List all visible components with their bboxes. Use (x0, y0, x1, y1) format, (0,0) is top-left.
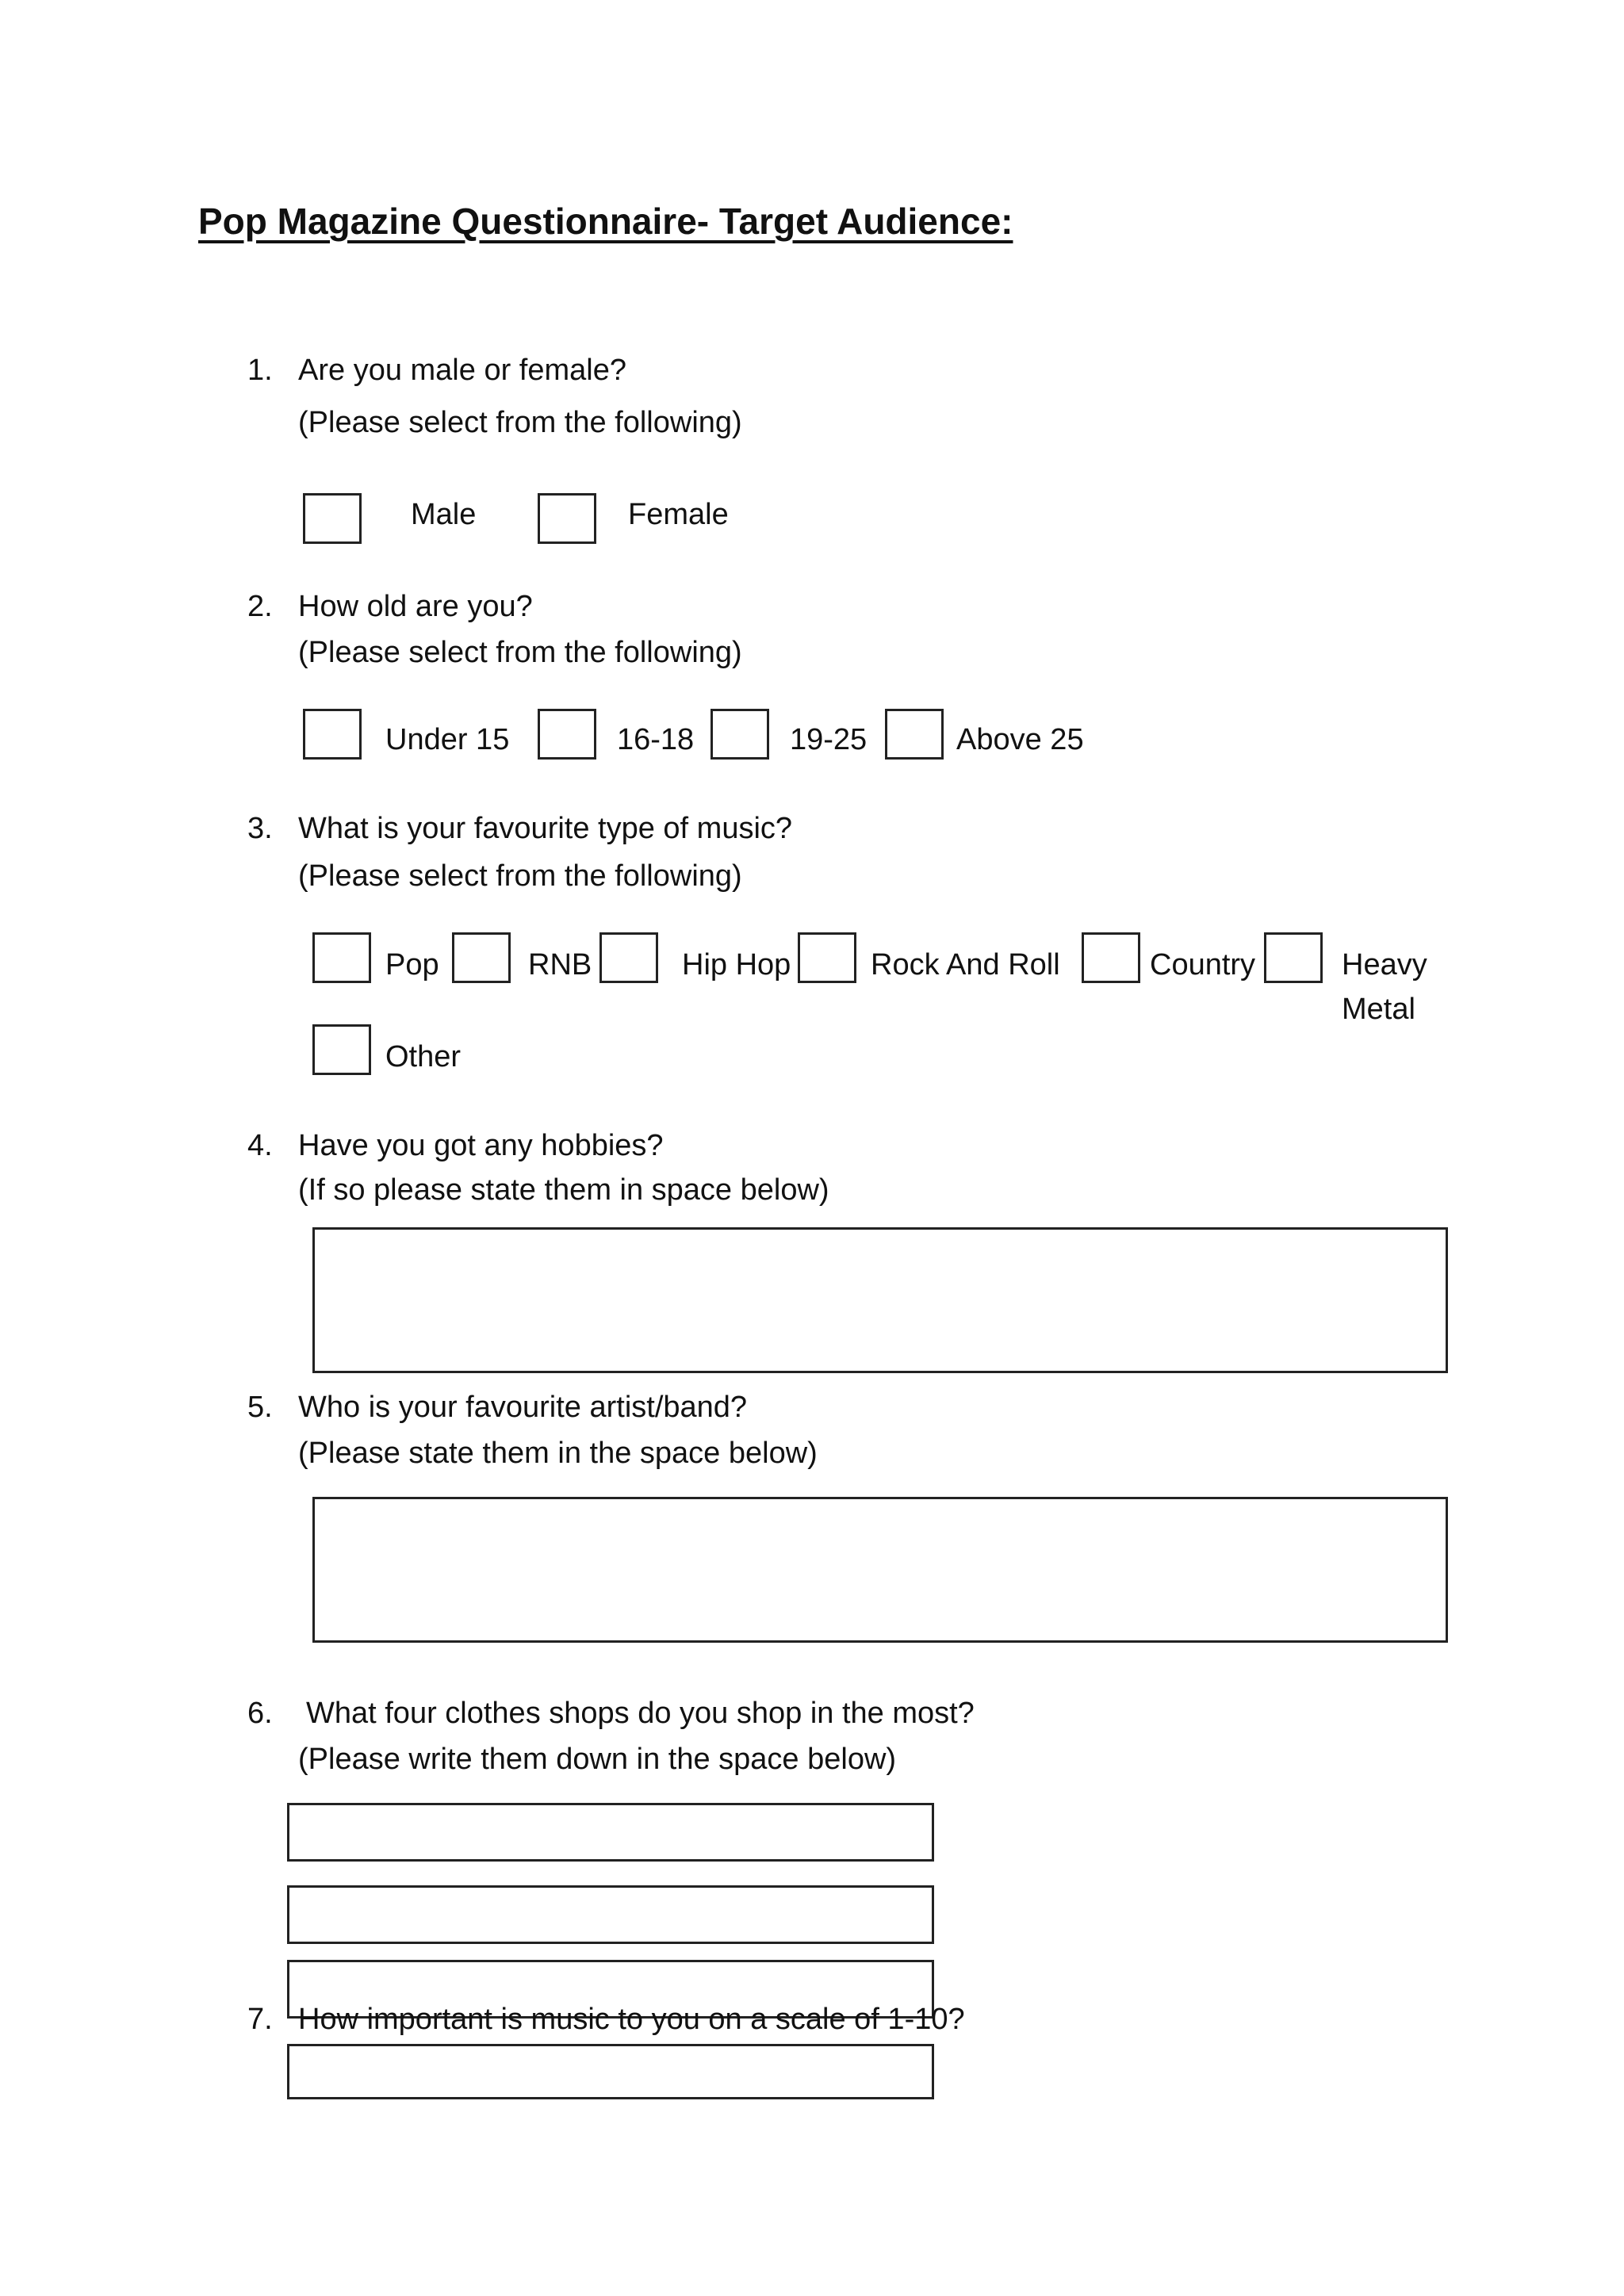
checkbox-other[interactable] (312, 1024, 371, 1075)
option-label-pop: Pop (385, 948, 439, 982)
checkbox-rnb[interactable] (452, 932, 511, 983)
q6-text: What four clothes shops do you shop in the most? (306, 1697, 975, 1730)
music-importance-answer-box[interactable] (287, 2044, 934, 2099)
option-label-under-15: Under 15 (385, 723, 510, 756)
checkbox-above-25[interactable] (885, 709, 944, 760)
option-label-heavy: Heavy (1342, 948, 1427, 982)
checkbox-male[interactable] (303, 493, 362, 544)
q7-number: 7. (247, 2003, 273, 2036)
checkbox-female[interactable] (538, 493, 596, 544)
checkbox-16-18[interactable] (538, 709, 596, 760)
checkbox-hip-hop[interactable] (599, 932, 658, 983)
shop-answer-box-2[interactable] (287, 1885, 934, 1944)
q2-subtext: (Please select from the following) (298, 636, 742, 669)
page-title: Pop Magazine Questionnaire- Target Audience: (198, 201, 1013, 242)
checkbox-19-25[interactable] (710, 709, 769, 760)
option-label-above-25: Above 25 (956, 723, 1084, 756)
option-label-16-18: 16-18 (617, 723, 695, 756)
q1-number: 1. (247, 354, 273, 387)
checkbox-country[interactable] (1082, 932, 1140, 983)
q4-subtext: (If so please state them in space below) (298, 1173, 829, 1207)
checkbox-heavy-metal[interactable] (1264, 932, 1323, 983)
option-label-other: Other (385, 1040, 462, 1073)
option-label-metal: Metal (1342, 993, 1415, 1026)
checkbox-under-15[interactable] (303, 709, 362, 760)
q4-number: 4. (247, 1129, 273, 1162)
checkbox-pop[interactable] (312, 932, 371, 983)
option-label-rnb: RNB (528, 948, 592, 982)
option-label-country: Country (1150, 948, 1256, 982)
option-label-male: Male (411, 498, 477, 531)
q5-number: 5. (247, 1391, 273, 1424)
hobbies-answer-box[interactable] (312, 1227, 1448, 1373)
q1-subtext: (Please select from the following) (298, 406, 742, 439)
option-label-rock-and-roll: Rock And Roll (871, 948, 1060, 982)
q3-number: 3. (247, 812, 273, 845)
shop-answer-box-1[interactable] (287, 1803, 934, 1862)
q5-text: Who is your favourite artist/band? (298, 1391, 748, 1424)
option-label-hip-hop: Hip Hop (682, 948, 791, 982)
q1-text: Are you male or female? (298, 354, 626, 387)
q2-text: How old are you? (298, 590, 533, 623)
q3-text: What is your favourite type of music? (298, 812, 793, 845)
q7-text: How important is music to you on a scale of 1-10? (298, 2003, 965, 2036)
checkbox-rock-and-roll[interactable] (798, 932, 856, 983)
option-label-19-25: 19-25 (790, 723, 868, 756)
q4-text: Have you got any hobbies? (298, 1129, 664, 1162)
q6-subtext: (Please write them down in the space below) (298, 1743, 897, 1776)
q3-subtext: (Please select from the following) (298, 859, 742, 893)
q2-number: 2. (247, 590, 273, 623)
q5-subtext: (Please state them in the space below) (298, 1437, 818, 1470)
artist-answer-box[interactable] (312, 1497, 1448, 1643)
q6-number: 6. (247, 1697, 273, 1730)
option-label-female: Female (628, 498, 729, 531)
